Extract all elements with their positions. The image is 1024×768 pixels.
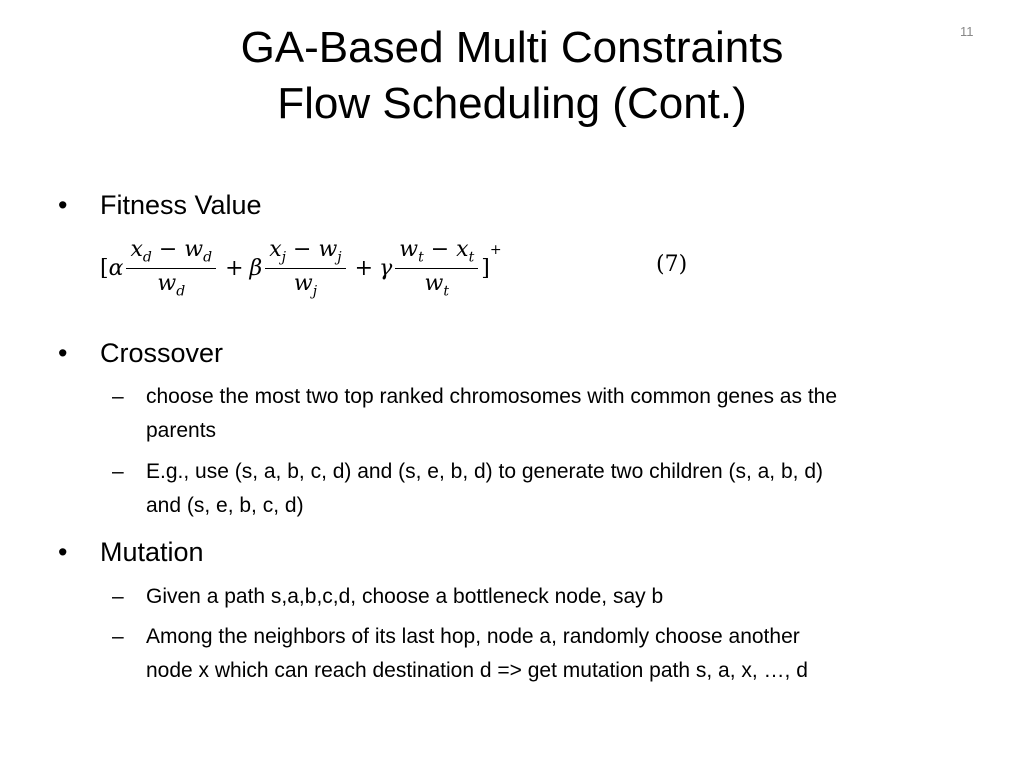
formula-plus-2: + <box>354 255 374 281</box>
formula-gamma: γ <box>379 255 393 281</box>
item-line-1: E.g., use (s, a, b, c, d) and (s, e, b, d) to generate two children (s, a, b, d) <box>146 460 823 483</box>
mutation-item-2 <box>112 620 1017 688</box>
dash-marker: – <box>112 460 124 483</box>
slide-number: 11 <box>960 24 974 39</box>
bullet-label: Crossover <box>100 338 224 368</box>
bullet-label: Mutation <box>100 537 204 567</box>
fitness-formula <box>100 232 700 304</box>
item-line-2: parents <box>146 419 217 442</box>
bullet-label: Fitness Value <box>100 190 262 220</box>
item-line-1: Given a path s,a,b,c,d, choose a bottleneck node, say b <box>146 585 664 608</box>
bullet-mutation <box>58 536 204 568</box>
dash-marker: – <box>112 585 124 608</box>
term-3-numerator: $w_t - x_t$ <box>395 237 478 268</box>
title-line-1: GA-Based Multi Constraints <box>240 23 784 72</box>
bullet-dot: • <box>58 537 68 567</box>
item-line-1: Among the neighbors of its last hop, node a, randomly choose another <box>146 625 800 648</box>
item-line-1: choose the most two top ranked chromosomes with common genes as the <box>146 385 838 408</box>
bullet-crossover <box>58 337 223 369</box>
title-line-2: Flow Scheduling (Cont.) <box>277 79 747 128</box>
formula-term-1 <box>126 237 216 299</box>
term-2-numerator: $x_j - w_j$ <box>265 237 345 268</box>
dash-marker: – <box>112 625 124 648</box>
formula-expression <box>100 232 502 304</box>
formula-close-bracket: ] <box>481 255 490 281</box>
equation-number: (7) <box>656 252 688 277</box>
term-2-denominator: $w_j$ <box>293 270 318 299</box>
formula-beta: β <box>249 255 263 281</box>
dash-marker: – <box>112 385 124 408</box>
bullet-fitness-value <box>58 189 262 221</box>
item-line-2: and (s, e, b, c, d) <box>146 494 304 517</box>
formula-superscript-plus: + <box>489 242 502 258</box>
crossover-item-2 <box>112 455 1017 523</box>
mutation-item-1 <box>112 580 1017 614</box>
formula-plus-1: + <box>225 255 244 281</box>
term-1-denominator: $w_d$ <box>157 270 186 299</box>
term-1-numerator: $x_d - w_d$ <box>126 237 216 268</box>
term-3-denominator: $w_t$ <box>424 270 449 299</box>
bullet-dot: • <box>58 190 68 220</box>
slide-title <box>0 20 1024 132</box>
formula-term-3 <box>395 237 478 299</box>
bullet-dot: • <box>58 338 68 368</box>
crossover-item-1 <box>112 380 1017 448</box>
item-line-2: node x which can reach destination d => get mutation path s, a, x, …, d <box>146 659 808 682</box>
formula-term-2 <box>265 237 345 299</box>
formula-alpha: α <box>108 255 124 281</box>
formula-open-bracket: [ <box>100 255 109 281</box>
